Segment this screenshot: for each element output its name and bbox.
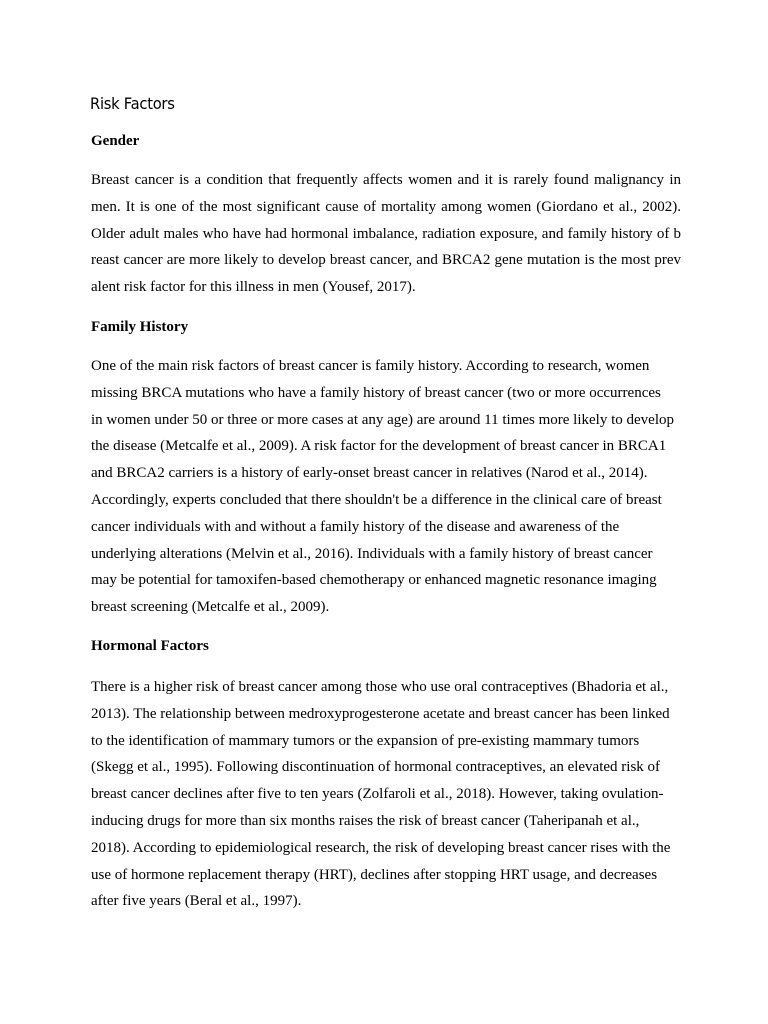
paragraph-line: 2013). The relationship between medroxyprogesterone acetate and breast cancer has been linked — [91, 705, 670, 722]
paragraph-line: may be potential for tamoxifen-based chemotherapy or enhanced magnetic resonance imaging — [91, 572, 657, 589]
paragraph-line: inducing drugs for more than six months raises the risk of breast cancer (Taheripanah et al., — [91, 812, 640, 829]
paragraph-hormonal-factors — [91, 674, 681, 915]
paragraph-line: 2018). According to epidemiological research, the risk of developing breast cancer rises with the — [91, 839, 671, 856]
section-heading-hormonal-factors: Hormonal Factors — [91, 638, 209, 654]
paragraph-line: the disease (Metcalfe et al., 2009). A risk factor for the development of breast cancer in BRCA1 — [91, 438, 667, 455]
paragraph-line: use of hormone replacement therapy (HRT), declines after stopping HRT usage, and decreases — [91, 866, 658, 883]
paragraph-line: alent risk factor for this illness in men (Yousef, 2017). — [91, 279, 416, 296]
paragraph-line: missing BRCA mutations who have a family history of breast cancer (two or more occurrences — [91, 384, 661, 401]
paragraph-line: in women under 50 or three or more cases at any age) are around 11 times more likely to develop — [91, 411, 674, 428]
paragraph-line: underlying alterations (Melvin et al., 2016). Individuals with a family history of breast cancer — [91, 545, 653, 562]
paragraph-family-history — [91, 353, 681, 621]
paragraph-line: breast screening (Metcalfe et al., 2009). — [91, 599, 330, 616]
document-title: Risk Factors — [90, 94, 175, 113]
paragraph-gender — [91, 167, 681, 301]
paragraph-line: reast cancer are more likely to develop breast cancer, and BRCA2 gene mutation is the most prev — [91, 252, 681, 269]
section-heading-gender: Gender — [91, 133, 140, 149]
paragraph-line: Older adult males who have had hormonal imbalance, radiation exposure, and family history of b — [91, 225, 681, 242]
paragraph-line: men. It is one of the most significant cause of mortality among women (Giordano et al., 2002). — [91, 198, 681, 215]
paragraph-line: Accordingly, experts concluded that there shouldn't be a difference in the clinical care of breast — [91, 491, 662, 508]
paragraph-line: (Skegg et al., 1995). Following discontinuation of hormonal contraceptives, an elevated risk of — [91, 759, 661, 776]
section-heading-family-history: Family History — [91, 319, 189, 335]
paragraph-line: There is a higher risk of breast cancer among those who use oral contraceptives (Bhadoria et al., — [91, 679, 669, 695]
paragraph-line: and BRCA2 carriers is a history of early-onset breast cancer in relatives (Narod et al., 2014). — [91, 465, 648, 482]
paragraph-line: after five years (Beral et al., 1997). — [91, 893, 302, 910]
paragraph-line: to the identification of mammary tumors or the expansion of pre-existing mammary tumors — [91, 732, 640, 749]
paragraph-line: breast cancer declines after five to ten years (Zolfaroli et al., 2018). However, taking ovulation- — [91, 786, 664, 803]
paragraph-line: Breast cancer is a condition that frequently affects women and it is rarely found malignancy in — [91, 172, 681, 188]
paragraph-line: cancer individuals with and without a family history of the disease and awareness of the — [91, 518, 620, 535]
paragraph-line: One of the main risk factors of breast cancer is family history. According to research, women — [91, 358, 650, 374]
